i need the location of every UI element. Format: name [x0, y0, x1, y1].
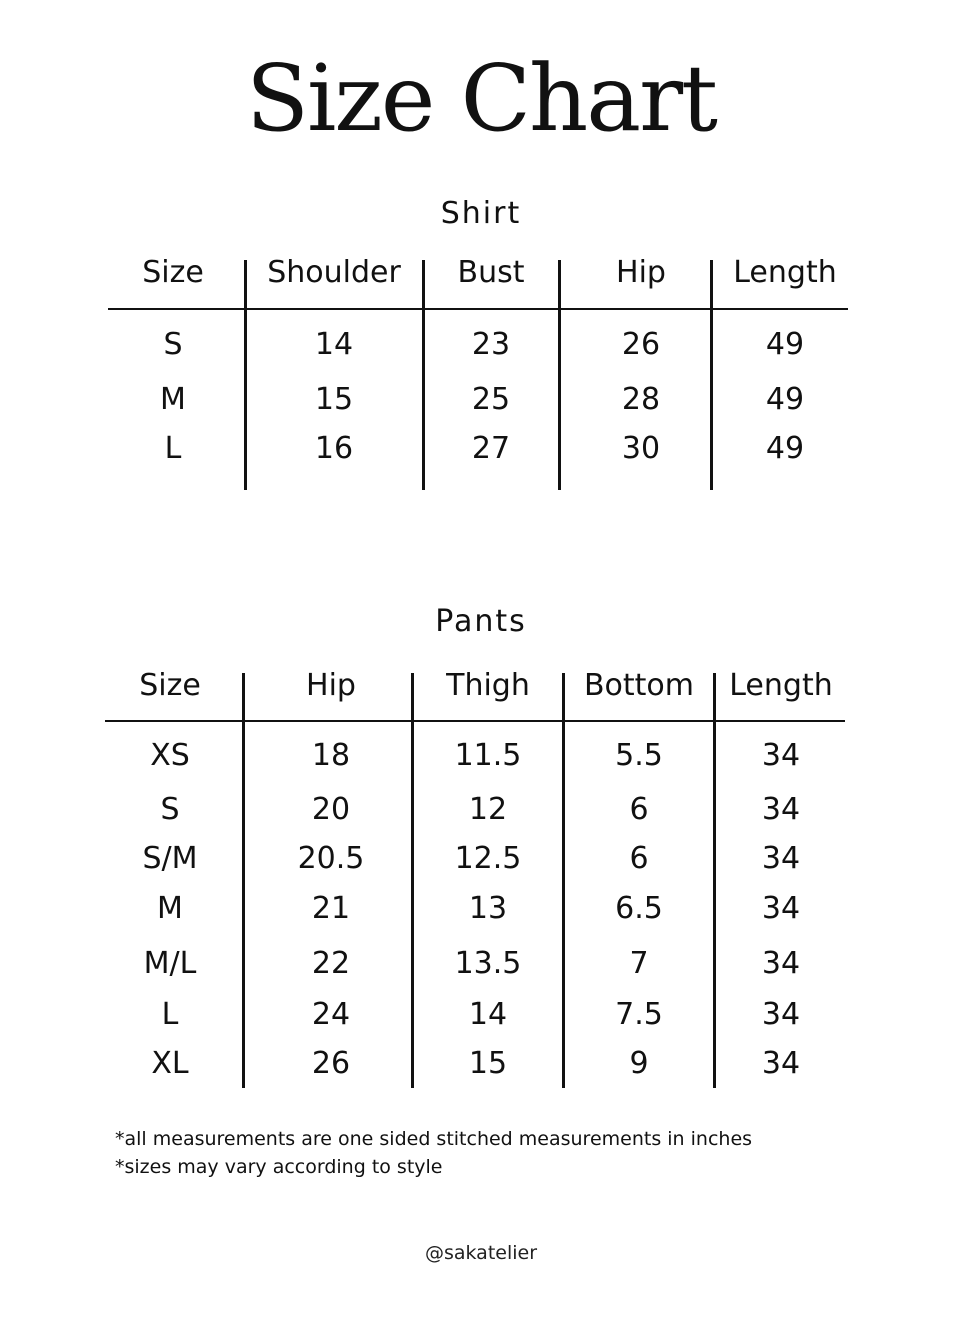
- shirt-cell-length: 49: [765, 382, 805, 417]
- pants-cell-thigh: 13.5: [454, 946, 522, 981]
- page-title: Size Chart: [245, 45, 717, 152]
- brand-handle: @sakatelier: [424, 1242, 538, 1264]
- pants-header-length: Length: [729, 668, 833, 703]
- pants-cell-bottom: 6: [629, 841, 649, 876]
- pants-header-hip: Hip: [306, 668, 356, 703]
- shirt-header-length: Length: [733, 255, 837, 290]
- shirt-cell-length: 49: [765, 431, 805, 466]
- pants-cell-bottom: 7: [629, 946, 649, 981]
- pants-cell-hip: 24: [311, 997, 351, 1032]
- pants-cell-bottom: 9: [629, 1046, 649, 1081]
- pants-cell-thigh: 13: [468, 891, 508, 926]
- pants-cell-size: M/L: [143, 946, 197, 981]
- pants-cell-length: 34: [761, 738, 801, 773]
- shirt-cell-size: L: [164, 431, 182, 466]
- shirt-cell-bust: 25: [471, 382, 511, 417]
- shirt-header-shoulder: Shoulder: [267, 255, 401, 290]
- shirt-cell-hip: 26: [621, 327, 661, 362]
- pants-cell-size: M: [157, 891, 183, 926]
- pants-header-thigh: Thigh: [446, 668, 530, 703]
- shirt-header-divider: [108, 308, 848, 310]
- pants-cell-thigh: 12: [468, 792, 508, 827]
- measurement-note: *all measurements are one sided stitched measurements in inches: [115, 1128, 753, 1150]
- shirt-cell-shoulder: 16: [314, 431, 354, 466]
- pants-header-divider: [105, 720, 845, 722]
- pants-cell-length: 34: [761, 946, 801, 981]
- shirt-cell-size: M: [160, 382, 186, 417]
- pants-cell-length: 34: [761, 997, 801, 1032]
- shirt-cell-bust: 23: [471, 327, 511, 362]
- pants-cell-hip: 21: [311, 891, 351, 926]
- pants-cell-size: S: [160, 792, 180, 827]
- pants-cell-bottom: 7.5: [615, 997, 663, 1032]
- shirt-size-table: [108, 255, 848, 490]
- shirt-header-bust: Bust: [457, 255, 525, 290]
- pants-size-table: [105, 668, 845, 1088]
- pants-cell-hip: 22: [311, 946, 351, 981]
- style-variation-note: *sizes may vary according to style: [115, 1156, 443, 1178]
- shirt-cell-bust: 27: [471, 431, 511, 466]
- pants-cell-bottom: 6.5: [615, 891, 663, 926]
- shirt-cell-shoulder: 15: [314, 382, 354, 417]
- pants-cell-size: XS: [150, 738, 190, 773]
- pants-cell-length: 34: [761, 841, 801, 876]
- pants-cell-hip: 20: [311, 792, 351, 827]
- shirt-cell-hip: 30: [621, 431, 661, 466]
- shirt-cell-size: S: [163, 327, 183, 362]
- pants-cell-thigh: 15: [468, 1046, 508, 1081]
- pants-section-title: Pants: [435, 604, 527, 639]
- pants-header-size: Size: [139, 668, 201, 703]
- pants-cell-bottom: 5.5: [615, 738, 663, 773]
- pants-header-bottom: Bottom: [583, 668, 695, 703]
- pants-cell-bottom: 6: [629, 792, 649, 827]
- shirt-cell-length: 49: [765, 327, 805, 362]
- pants-cell-length: 34: [761, 891, 801, 926]
- shirt-cell-hip: 28: [621, 382, 661, 417]
- pants-cell-length: 34: [761, 792, 801, 827]
- pants-cell-hip: 20.5: [297, 841, 365, 876]
- pants-cell-thigh: 11.5: [454, 738, 522, 773]
- shirt-header-hip: Hip: [616, 255, 666, 290]
- pants-cell-size: L: [161, 997, 179, 1032]
- shirt-section-title: Shirt: [440, 196, 522, 231]
- pants-cell-size: S/M: [142, 841, 198, 876]
- pants-cell-length: 34: [761, 1046, 801, 1081]
- pants-cell-size: XL: [151, 1046, 189, 1081]
- pants-cell-thigh: 12.5: [454, 841, 522, 876]
- pants-cell-hip: 26: [311, 1046, 351, 1081]
- pants-cell-hip: 18: [311, 738, 351, 773]
- shirt-header-size: Size: [142, 255, 204, 290]
- pants-cell-thigh: 14: [468, 997, 508, 1032]
- shirt-cell-shoulder: 14: [314, 327, 354, 362]
